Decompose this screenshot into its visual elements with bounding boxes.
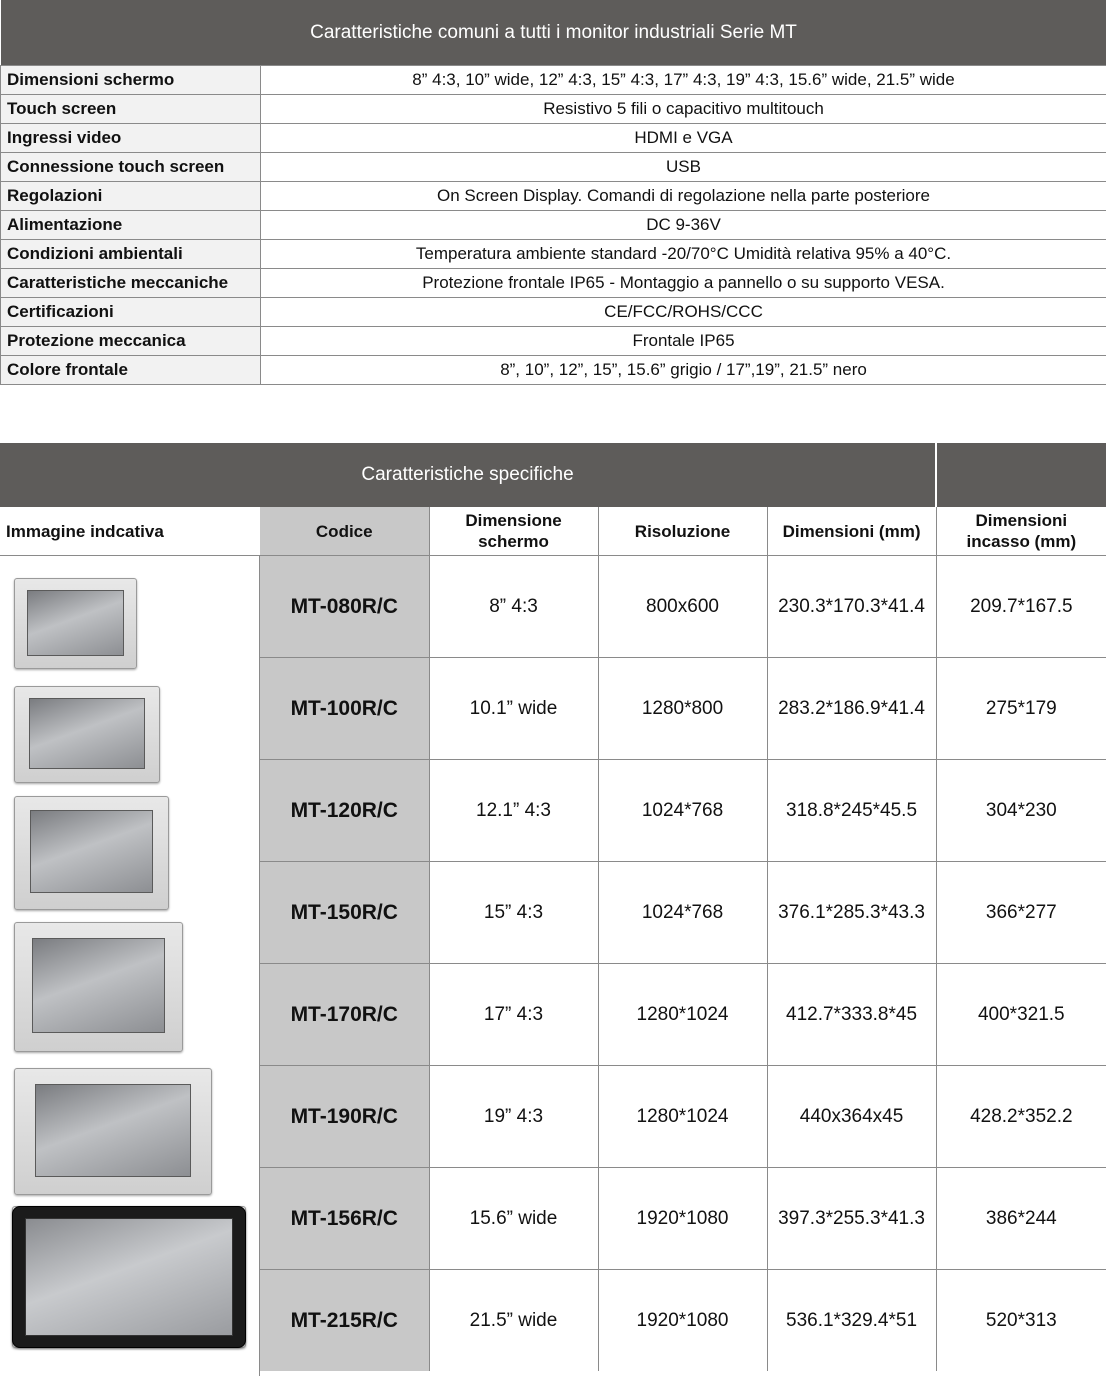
spec-label: Condizioni ambientali bbox=[1, 240, 261, 269]
common-specs-table bbox=[0, 0, 1106, 385]
product-code: MT-150R/C bbox=[260, 862, 429, 964]
spec-row bbox=[1, 95, 1106, 124]
spec-label: Dimensioni schermo bbox=[1, 66, 261, 95]
col-header-dimensions: Dimensioni (mm) bbox=[767, 507, 936, 556]
spec-row bbox=[1, 211, 1106, 240]
monitor-image-mt080 bbox=[14, 578, 137, 669]
product-dimensions: 230.3*170.3*41.4 bbox=[767, 556, 936, 658]
product-cutout: 304*230 bbox=[936, 760, 1106, 862]
product-dimensions: 440x364x45 bbox=[767, 1066, 936, 1168]
spec-value: Resistivo 5 fili o capacitivo multitouch bbox=[261, 95, 1106, 124]
product-resolution: 1920*1080 bbox=[598, 1168, 767, 1270]
product-resolution: 1920*1080 bbox=[598, 1270, 767, 1372]
col-header-code: Codice bbox=[260, 507, 429, 556]
product-resolution: 1280*800 bbox=[598, 658, 767, 760]
specific-specs-title: Caratteristiche specifiche bbox=[0, 443, 936, 507]
common-specs-header bbox=[1, 0, 1106, 66]
product-resolution: 800x600 bbox=[598, 556, 767, 658]
spec-value: Frontale IP65 bbox=[261, 327, 1106, 356]
product-cutout: 366*277 bbox=[936, 862, 1106, 964]
product-cutout: 428.2*352.2 bbox=[936, 1066, 1106, 1168]
product-code: MT-190R/C bbox=[260, 1066, 429, 1168]
spec-label: Colore frontale bbox=[1, 356, 261, 385]
spec-label: Caratteristiche meccaniche bbox=[1, 269, 261, 298]
product-screen: 15” 4:3 bbox=[429, 862, 598, 964]
monitor-image-mt170 bbox=[14, 1068, 212, 1195]
product-screen: 19” 4:3 bbox=[429, 1066, 598, 1168]
spec-row bbox=[1, 327, 1106, 356]
col-header-screen bbox=[429, 507, 598, 556]
spec-value: Protezione frontale IP65 - Montaggio a pannello o su supporto VESA. bbox=[261, 269, 1106, 298]
product-cutout: 520*313 bbox=[985, 1309, 1057, 1331]
product-code: MT-170R/C bbox=[260, 964, 429, 1066]
spec-label: Certificazioni bbox=[1, 298, 261, 327]
spec-label: Touch screen bbox=[1, 95, 261, 124]
product-code: MT-080R/C bbox=[260, 556, 429, 658]
product-dimensions: 283.2*186.9*41.4 bbox=[767, 658, 936, 760]
product-dimensions: 376.1*285.3*43.3 bbox=[767, 862, 936, 964]
spec-row bbox=[1, 153, 1106, 182]
product-screen: 10.1” wide bbox=[429, 658, 598, 760]
spec-row bbox=[1, 298, 1106, 327]
header-blank-cell bbox=[936, 443, 1106, 507]
column-headers bbox=[0, 507, 1106, 556]
product-code: MT-100R/C bbox=[260, 658, 429, 760]
product-screen: 21.5” wide bbox=[429, 1270, 598, 1372]
spec-value: 8”, 10”, 12”, 15”, 15.6” grigio / 17”,19”, 21.5” nero bbox=[261, 356, 1106, 385]
spec-label: Connessione touch screen bbox=[1, 153, 261, 182]
product-code: MT-215R/C bbox=[260, 1270, 429, 1372]
col-header-cutout bbox=[936, 507, 1106, 556]
col-header-cutout-line1: Dimensioni bbox=[975, 511, 1068, 530]
product-cutout: 209.7*167.5 bbox=[936, 556, 1106, 658]
product-screen: 8” 4:3 bbox=[429, 556, 598, 658]
product-resolution: 1024*768 bbox=[598, 760, 767, 862]
product-screen: 12.1” 4:3 bbox=[429, 760, 598, 862]
spec-label: Alimentazione bbox=[1, 211, 261, 240]
product-dimensions: 412.7*333.8*45 bbox=[767, 964, 936, 1066]
common-specs-title: Caratteristiche comuni a tutti i monitor industriali Serie MT bbox=[1, 0, 1106, 66]
product-dimensions: 536.1*329.4*51 bbox=[767, 1270, 936, 1372]
spec-label: Regolazioni bbox=[1, 182, 261, 211]
monitor-image-mt120 bbox=[14, 796, 169, 910]
spec-value: On Screen Display. Comandi di regolazione nella parte posteriore bbox=[261, 182, 1106, 211]
col-header-screen-line1: Dimensione bbox=[465, 511, 562, 530]
monitor-image-mt215 bbox=[12, 1206, 246, 1348]
product-screen: 15.6” wide bbox=[429, 1168, 598, 1270]
product-code: MT-156R/C bbox=[260, 1168, 429, 1270]
specific-specs-header bbox=[0, 443, 1106, 507]
spec-row bbox=[1, 182, 1106, 211]
product-resolution: 1280*1024 bbox=[598, 1066, 767, 1168]
product-resolution: 1024*768 bbox=[598, 862, 767, 964]
product-screen: 17” 4:3 bbox=[429, 964, 598, 1066]
product-dimensions: 397.3*255.3*41.3 bbox=[767, 1168, 936, 1270]
product-cutout: 275*179 bbox=[936, 658, 1106, 760]
spec-value: HDMI e VGA bbox=[261, 124, 1106, 153]
spec-row bbox=[1, 124, 1106, 153]
spec-label: Ingressi video bbox=[1, 124, 261, 153]
product-cutout: 400*321.5 bbox=[936, 964, 1106, 1066]
spec-row bbox=[1, 240, 1106, 269]
spec-value: DC 9-36V bbox=[261, 211, 1106, 240]
col-header-resolution: Risoluzione bbox=[598, 507, 767, 556]
spec-label: Protezione meccanica bbox=[1, 327, 261, 356]
product-cutout: 386*244 bbox=[936, 1168, 1106, 1270]
product-resolution: 1280*1024 bbox=[598, 964, 767, 1066]
col-header-image: Immagine indcativa bbox=[0, 507, 260, 556]
spec-value: USB bbox=[261, 153, 1106, 182]
spec-value: 8” 4:3, 10” wide, 12” 4:3, 15” 4:3, 17” 4:3, 19” 4:3, 15.6” wide, 21.5” wide bbox=[261, 66, 1106, 95]
spec-row bbox=[1, 269, 1106, 298]
spec-row bbox=[1, 356, 1106, 385]
spec-value: Temperatura ambiente standard -20/70°C Umidità relativa 95% a 40°C. bbox=[261, 240, 1106, 269]
monitor-image-mt150 bbox=[14, 922, 183, 1052]
spec-value: CE/FCC/ROHS/CCC bbox=[261, 298, 1106, 327]
spec-row bbox=[1, 66, 1106, 95]
col-header-cutout-line2: incasso (mm) bbox=[966, 532, 1077, 551]
monitor-image-mt100 bbox=[14, 686, 160, 783]
product-dimensions: 318.8*245*45.5 bbox=[767, 760, 936, 862]
col-header-screen-line2: schermo bbox=[478, 532, 549, 551]
product-code: MT-120R/C bbox=[260, 760, 429, 862]
